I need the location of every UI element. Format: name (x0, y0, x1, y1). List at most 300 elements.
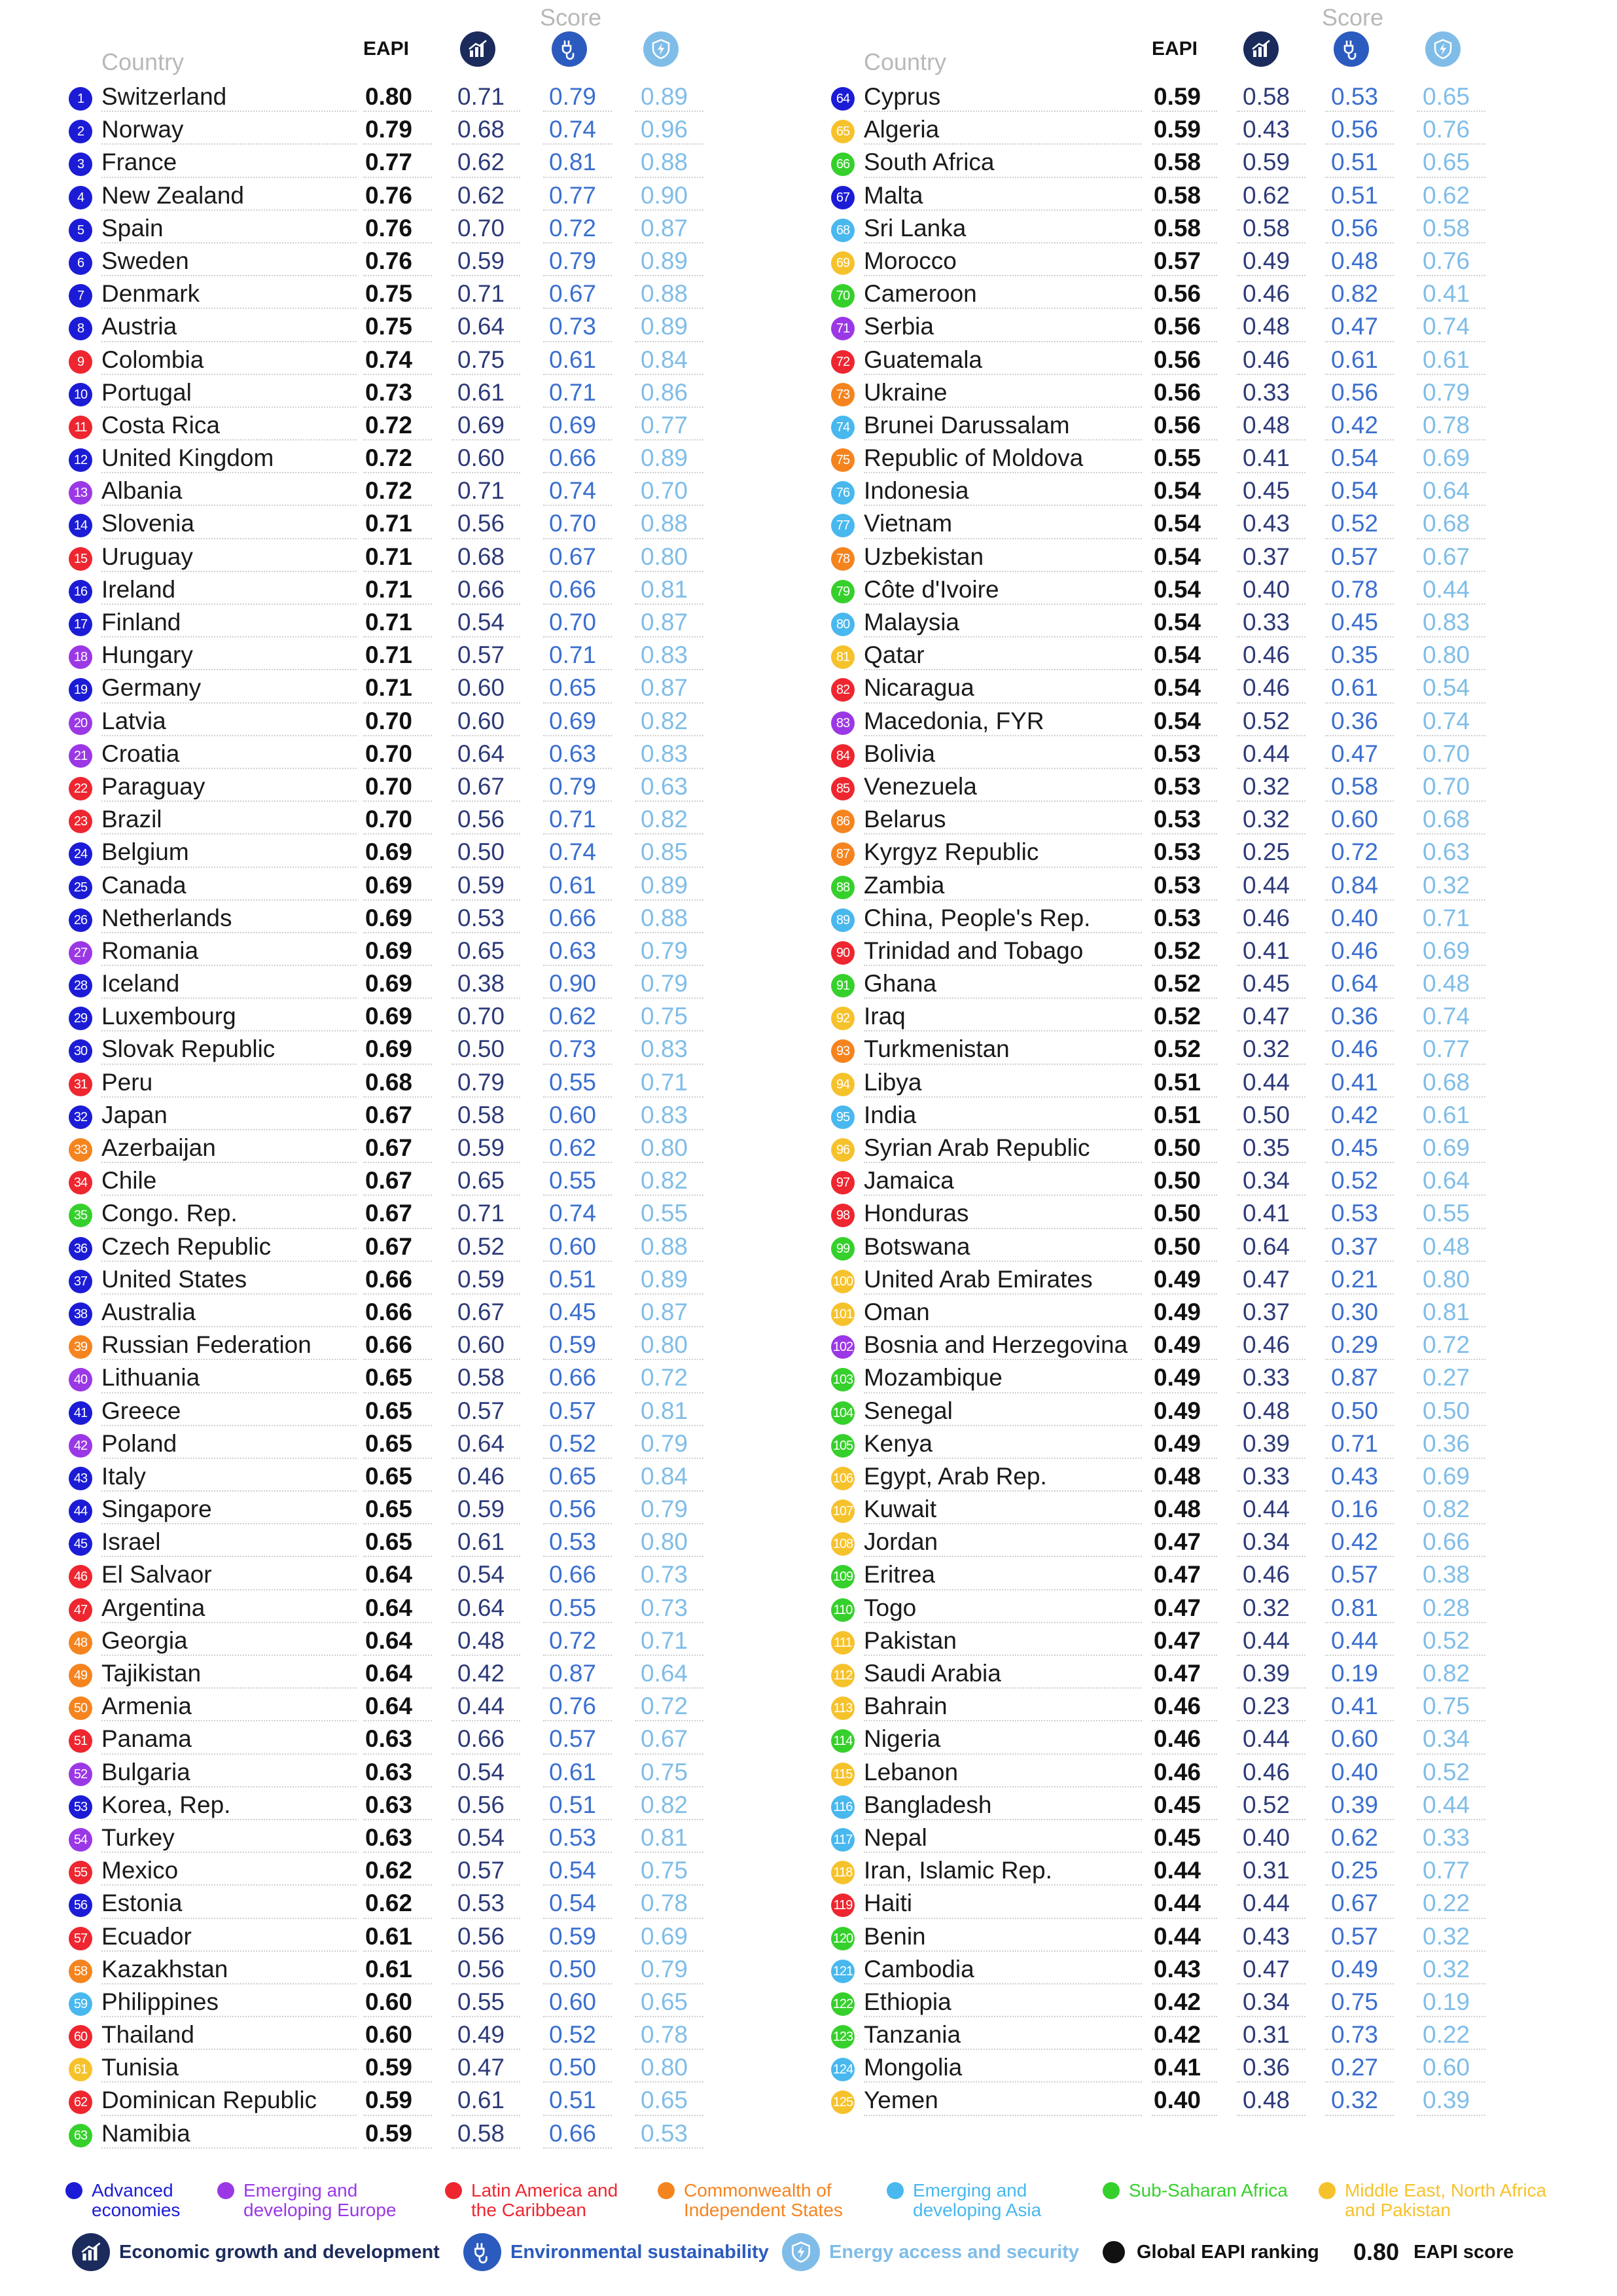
eapi-score: 0.72 (365, 411, 413, 439)
table-row (65, 738, 759, 770)
energy-score: 0.53 (641, 2119, 688, 2147)
eapi-score: 0.49 (1154, 1429, 1201, 1457)
economic-score: 0.58 (457, 1101, 505, 1128)
rank-badge: 40 (69, 1368, 92, 1391)
environmental-score: 0.60 (1331, 806, 1379, 833)
table-row (828, 639, 1521, 672)
economic-score: 0.56 (457, 1955, 505, 1982)
economic-score: 0.62 (457, 149, 505, 176)
energy-score: 0.63 (1423, 838, 1470, 866)
table-row (65, 310, 759, 343)
energy-score: 0.32 (1423, 1955, 1470, 1982)
environmental-score: 0.37 (1331, 1232, 1379, 1260)
economic-score: 0.64 (457, 1429, 505, 1457)
economic-score: 0.70 (457, 214, 505, 242)
economic-score: 0.44 (1243, 1890, 1290, 1917)
economic-score: 0.68 (457, 116, 505, 143)
legend-env (463, 2232, 769, 2272)
economic-score: 0.47 (1243, 1003, 1290, 1030)
environmental-score: 0.82 (1331, 280, 1379, 308)
country-name: France (101, 149, 177, 176)
rank-badge: 25 (69, 876, 92, 899)
energy-score: 0.87 (641, 609, 688, 636)
rank-badge: 89 (831, 908, 855, 932)
right-rows (828, 81, 1521, 2117)
country-name: Tunisia (101, 2054, 179, 2081)
eapi-score: 0.54 (1154, 543, 1201, 570)
eapi-score: 0.70 (365, 806, 413, 833)
economic-score: 0.57 (457, 1397, 505, 1424)
economic-score: 0.54 (457, 1758, 505, 1785)
economic-growth-icon (1243, 31, 1279, 67)
rank-badge: 32 (69, 1105, 92, 1129)
table-row (65, 1263, 759, 1296)
environmental-score: 0.79 (549, 247, 597, 274)
energy-score: 0.52 (1423, 1626, 1470, 1654)
environmental-score: 0.71 (549, 378, 597, 406)
rank-badge: 57 (69, 1927, 92, 1950)
economic-score: 0.70 (457, 1003, 505, 1030)
economic-score: 0.44 (1243, 1626, 1290, 1654)
economic-score: 0.41 (1243, 1200, 1290, 1227)
energy-score: 0.79 (641, 970, 688, 997)
eapi-score: 0.52 (1154, 970, 1201, 997)
eapi-score: 0.50 (1154, 1134, 1201, 1161)
economic-score: 0.54 (457, 1823, 505, 1851)
eapi-score: 0.74 (365, 346, 413, 373)
table-row (828, 902, 1521, 935)
eapi-score: 0.55 (1154, 444, 1201, 472)
table-row (65, 1887, 759, 1920)
legend-item-adv (65, 2181, 190, 2220)
environmental-score: 0.66 (549, 1364, 597, 1391)
energy-score: 0.79 (641, 1496, 688, 1523)
economic-score: 0.33 (1243, 1462, 1290, 1490)
energy-score: 0.77 (1423, 1035, 1470, 1063)
economic-score: 0.58 (1243, 83, 1290, 110)
environmental-score: 0.41 (1331, 1693, 1379, 1720)
country-name: Belgium (101, 838, 189, 866)
economic-score: 0.68 (457, 543, 505, 570)
table-row (65, 1854, 759, 1887)
environmental-score: 0.65 (549, 674, 597, 702)
rank-badge: 116 (831, 1795, 855, 1819)
economic-score: 0.47 (1243, 1265, 1290, 1293)
energy-score: 0.84 (641, 346, 688, 373)
country-name: Brunei Darussalam (864, 411, 1070, 439)
energy-score: 0.77 (641, 411, 688, 439)
environmental-score: 0.58 (1331, 772, 1379, 800)
rank-badge: 16 (69, 580, 92, 603)
energy-score: 0.77 (1423, 1857, 1470, 1884)
economic-score: 0.58 (457, 2119, 505, 2147)
economic-score: 0.48 (1243, 2087, 1290, 2114)
environmental-score: 0.71 (549, 641, 597, 669)
environmental-score: 0.61 (549, 346, 597, 373)
rank-badge: 110 (831, 1598, 855, 1622)
energy-score: 0.50 (1423, 1397, 1470, 1424)
economic-score: 0.67 (457, 772, 505, 800)
country-name: Switzerland (101, 83, 227, 110)
rank-badge: 69 (831, 251, 855, 275)
eapi-score: 0.51 (1154, 1101, 1201, 1128)
country-name: Uruguay (101, 543, 193, 570)
economic-score: 0.52 (1243, 707, 1290, 734)
economic-score: 0.56 (457, 806, 505, 833)
country-name: Colombia (101, 346, 204, 373)
country-name: Ukraine (864, 378, 948, 406)
table-row (65, 1526, 759, 1558)
table-row (65, 1624, 759, 1657)
country-name: Mozambique (864, 1364, 1003, 1391)
economic-score: 0.52 (457, 1232, 505, 1260)
country-name: Czech Republic (101, 1232, 272, 1260)
region-dot-icon (658, 2182, 675, 2199)
country-name: Netherlands (101, 904, 232, 931)
table-row (65, 344, 759, 376)
table-row (828, 146, 1521, 179)
environmental-score: 0.56 (1331, 378, 1379, 406)
country-name: Costa Rica (101, 411, 220, 439)
table-row (65, 1723, 759, 1755)
environmental-score: 0.66 (549, 2119, 597, 2147)
economic-score: 0.66 (457, 575, 505, 603)
rank-badge: 26 (69, 908, 92, 932)
energy-score: 0.73 (641, 1594, 688, 1621)
region-dot-icon (1319, 2182, 1336, 2199)
legend-ranking-label: Global EAPI ranking (1137, 2241, 1319, 2263)
energy-score: 0.87 (641, 214, 688, 242)
energy-score: 0.89 (641, 247, 688, 274)
economic-score: 0.44 (1243, 1068, 1290, 1096)
table-row (65, 639, 759, 672)
energy-score: 0.88 (641, 510, 688, 537)
economic-growth-icon (460, 31, 495, 67)
energy-score: 0.75 (641, 1003, 688, 1030)
country-name: Macedonia, FYR (864, 707, 1044, 734)
country-name: Kenya (864, 1429, 933, 1457)
economic-score: 0.59 (457, 871, 505, 899)
economic-score: 0.45 (1243, 970, 1290, 997)
country-name: Russian Federation (101, 1331, 311, 1359)
rank-badge: 92 (831, 1007, 855, 1030)
environmental-score: 0.57 (1331, 1561, 1379, 1588)
environmental-score: 0.74 (549, 116, 597, 143)
energy-score: 0.74 (1423, 1003, 1470, 1030)
legend-econ-label: Economic growth and development (119, 2241, 440, 2263)
energy-score: 0.22 (1423, 2021, 1470, 2049)
country-name: Spain (101, 214, 164, 242)
eapi-score: 0.47 (1154, 1528, 1201, 1556)
country-name: Trinidad and Tobago (864, 937, 1084, 964)
economic-score: 0.37 (1243, 1298, 1290, 1325)
eapi-score: 0.69 (365, 937, 413, 964)
economic-score: 0.46 (1243, 1331, 1290, 1359)
economic-score: 0.62 (1243, 181, 1290, 209)
environmental-sustainability-icon (552, 31, 587, 67)
energy-score: 0.64 (1423, 477, 1470, 505)
economic-score: 0.33 (1243, 378, 1290, 406)
economic-score: 0.43 (1243, 1922, 1290, 1950)
table-row (65, 2084, 759, 2117)
rank-badge: 94 (831, 1073, 855, 1096)
economic-score: 0.31 (1243, 1857, 1290, 1884)
energy-score: 0.60 (1423, 2054, 1470, 2081)
economic-score: 0.56 (457, 1922, 505, 1950)
economic-score: 0.46 (1243, 641, 1290, 669)
country-name: Brazil (101, 806, 162, 833)
energy-score: 0.82 (641, 1167, 688, 1194)
economic-score: 0.56 (457, 510, 505, 537)
rank-badge: 41 (69, 1401, 92, 1425)
eapi-score: 0.54 (1154, 707, 1201, 734)
rank-badge: 58 (69, 1960, 92, 1983)
environmental-score: 0.36 (1331, 1003, 1379, 1030)
country-name: Tajikistan (101, 1660, 202, 1687)
energy-score: 0.54 (1423, 674, 1470, 702)
economic-score: 0.59 (457, 247, 505, 274)
country-name: Kuwait (864, 1496, 937, 1523)
environmental-score: 0.40 (1331, 1758, 1379, 1785)
table-row (65, 1197, 759, 1230)
table-row (828, 935, 1521, 967)
country-name: Morocco (864, 247, 957, 274)
rank-badge: 113 (831, 1696, 855, 1720)
energy-score: 0.83 (1423, 609, 1470, 636)
country-name: Korea, Rep. (101, 1791, 231, 1818)
table-row (65, 770, 759, 803)
rank-badge: 76 (831, 481, 855, 505)
eapi-score: 0.69 (365, 838, 413, 866)
economic-score: 0.46 (1243, 674, 1290, 702)
country-name: Peru (101, 1068, 153, 1096)
environmental-score: 0.42 (1331, 1101, 1379, 1128)
energy-access-icon (1425, 31, 1461, 67)
rank-badge: 43 (69, 1467, 92, 1490)
energy-score: 0.80 (641, 2054, 688, 2081)
eapi-score: 0.59 (365, 2119, 413, 2147)
rank-badge: 78 (831, 547, 855, 571)
table-row (65, 1033, 759, 1066)
energy-score: 0.69 (1423, 937, 1470, 964)
legend-energy (782, 2232, 1079, 2272)
eapi-score: 0.44 (1154, 1922, 1201, 1950)
environmental-score: 0.55 (549, 1594, 597, 1621)
energy-score: 0.83 (641, 740, 688, 767)
country-name: Cameroon (864, 280, 977, 308)
rank-badge: 59 (69, 1992, 92, 2016)
environmental-score: 0.52 (1331, 510, 1379, 537)
environmental-score: 0.45 (549, 1298, 597, 1325)
energy-score: 0.85 (641, 838, 688, 866)
energy-score: 0.69 (1423, 444, 1470, 472)
economic-score: 0.71 (457, 477, 505, 505)
legend-label: Advanced economies (92, 2180, 181, 2220)
country-name: Malta (864, 181, 923, 209)
economic-score: 0.54 (457, 1561, 505, 1588)
table-row (828, 672, 1521, 704)
rank-badge: 96 (831, 1138, 855, 1162)
eapi-score: 0.50 (1154, 1167, 1201, 1194)
environmental-score: 0.50 (549, 1955, 597, 1982)
rank-badge: 105 (831, 1434, 855, 1458)
economic-score: 0.75 (457, 346, 505, 373)
eapi-score: 0.52 (1154, 1035, 1201, 1063)
eapi-score: 0.76 (365, 214, 413, 242)
region-legend (65, 2181, 1571, 2227)
table-row (65, 803, 759, 836)
economic-score: 0.59 (457, 1134, 505, 1161)
environmental-score: 0.66 (549, 444, 597, 472)
country-name: Syrian Arab Republic (864, 1134, 1090, 1161)
economic-score: 0.46 (1243, 904, 1290, 931)
energy-score: 0.66 (1423, 1528, 1470, 1556)
environmental-score: 0.25 (1331, 1857, 1379, 1884)
energy-score: 0.69 (1423, 1134, 1470, 1161)
eapi-score: 0.66 (365, 1298, 413, 1325)
economic-score: 0.38 (457, 970, 505, 997)
rank-badge: 55 (69, 1861, 92, 1884)
legend-label: Latin America and the Caribbean (471, 2180, 618, 2220)
country-name: Japan (101, 1101, 168, 1128)
energy-score: 0.89 (641, 444, 688, 472)
table-row (828, 1592, 1521, 1624)
country-name: Lebanon (864, 1758, 959, 1785)
environmental-sustainability-icon (1334, 31, 1369, 67)
country-name: Azerbaijan (101, 1134, 216, 1161)
rank-badge: 75 (831, 448, 855, 472)
eapi-score: 0.53 (1154, 871, 1201, 899)
economic-score: 0.64 (457, 1594, 505, 1621)
country-name: Turkmenistan (864, 1035, 1010, 1063)
table-row (65, 1000, 759, 1033)
eapi-score: 0.71 (365, 609, 413, 636)
legend-energy-label: Energy access and security (829, 2241, 1080, 2263)
table-row (65, 1460, 759, 1493)
economic-score: 0.58 (1243, 214, 1290, 242)
country-name: Bahrain (864, 1693, 948, 1720)
table-row (65, 967, 759, 1000)
eapi-score: 0.64 (365, 1626, 413, 1654)
energy-score: 0.87 (641, 674, 688, 702)
energy-score: 0.78 (641, 2021, 688, 2049)
energy-access-icon (782, 2233, 820, 2271)
country-name: Jordan (864, 1528, 938, 1556)
energy-score: 0.75 (641, 1758, 688, 1785)
energy-score: 0.75 (641, 1857, 688, 1884)
environmental-score: 0.77 (549, 181, 597, 209)
table-row (65, 1986, 759, 2018)
country-name: Cambodia (864, 1955, 974, 1982)
region-dot-icon (887, 2182, 904, 2199)
eapi-score: 0.65 (365, 1462, 413, 1490)
table-row (828, 1526, 1521, 1558)
table-row (65, 2051, 759, 2084)
economic-score: 0.65 (457, 1167, 505, 1194)
rank-badge: 52 (69, 1763, 92, 1786)
economic-score: 0.46 (1243, 346, 1290, 373)
economic-score: 0.61 (457, 1528, 505, 1556)
country-name: Ecuador (101, 1922, 192, 1950)
indicator-legend (65, 2232, 1571, 2278)
eapi-score: 0.56 (1154, 313, 1201, 340)
eapi-score: 0.69 (365, 970, 413, 997)
rank-badge: 18 (69, 645, 92, 669)
eapi-score: 0.63 (365, 1758, 413, 1785)
economic-score: 0.48 (457, 1626, 505, 1654)
economic-score: 0.55 (457, 1988, 505, 2015)
energy-score: 0.55 (1423, 1200, 1470, 1227)
environmental-score: 0.35 (1331, 641, 1379, 669)
country-name: Mexico (101, 1857, 179, 1884)
table-row (65, 869, 759, 902)
eapi-score: 0.54 (1154, 674, 1201, 702)
country-name: Iraq (864, 1003, 906, 1030)
economic-score: 0.48 (1243, 313, 1290, 340)
legend-econ (72, 2232, 440, 2272)
country-name: Congo. Rep. (101, 1200, 238, 1227)
economic-score: 0.46 (1243, 1758, 1290, 1785)
environmental-score: 0.27 (1331, 2054, 1379, 2081)
environmental-score: 0.50 (1331, 1397, 1379, 1424)
energy-score: 0.76 (1423, 116, 1470, 143)
table-row (828, 1427, 1521, 1460)
energy-score: 0.61 (1423, 346, 1470, 373)
rank-badge: 98 (831, 1204, 855, 1227)
rank-badge: 67 (831, 186, 855, 209)
environmental-score: 0.52 (549, 2021, 597, 2049)
energy-score: 0.34 (1423, 1725, 1470, 1753)
environmental-score: 0.21 (1331, 1265, 1379, 1293)
eapi-score: 0.59 (1154, 116, 1201, 143)
energy-score: 0.63 (641, 772, 688, 800)
eapi-score: 0.69 (365, 904, 413, 931)
energy-score: 0.74 (1423, 707, 1470, 734)
environmental-score: 0.56 (1331, 214, 1379, 242)
rank-badge: 24 (69, 842, 92, 866)
eapi-score: 0.70 (365, 772, 413, 800)
energy-score: 0.88 (641, 904, 688, 931)
economic-score: 0.46 (457, 1462, 505, 1490)
energy-score: 0.80 (1423, 1265, 1470, 1293)
table-row (65, 113, 759, 146)
table-row (828, 1329, 1521, 1361)
country-name: Philippines (101, 1988, 219, 2015)
eapi-score: 0.71 (365, 543, 413, 570)
economic-score: 0.79 (457, 1068, 505, 1096)
rank-badge: 65 (831, 120, 855, 143)
economic-score: 0.40 (1243, 575, 1290, 603)
economic-score: 0.53 (457, 904, 505, 931)
legend-label: Sub-Saharan Africa (1129, 2180, 1288, 2200)
environmental-score: 0.60 (549, 1232, 597, 1260)
economic-score: 0.42 (457, 1660, 505, 1687)
country-name: Mongolia (864, 2054, 963, 2081)
country-name: Israel (101, 1528, 161, 1556)
rank-badge: 117 (831, 1828, 855, 1852)
energy-score: 0.48 (1423, 970, 1470, 997)
table-row (65, 245, 759, 278)
table-row (828, 1789, 1521, 1821)
energy-score: 0.75 (1423, 1693, 1470, 1720)
energy-score: 0.79 (641, 1429, 688, 1457)
table-row (828, 1756, 1521, 1789)
country-name: Austria (101, 313, 177, 340)
environmental-score: 0.76 (549, 1693, 597, 1720)
eapi-score: 0.46 (1154, 1693, 1201, 1720)
country-name: Ireland (101, 575, 176, 603)
country-name: Turkey (101, 1823, 175, 1851)
